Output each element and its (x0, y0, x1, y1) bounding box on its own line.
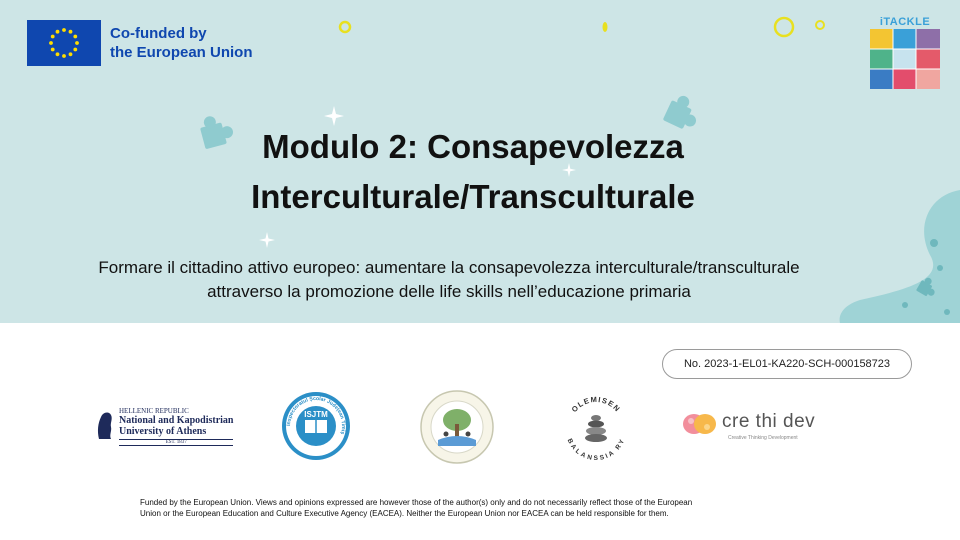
school-seal-logo (420, 390, 494, 464)
decor-dot (944, 309, 950, 315)
crethidev-logo (680, 407, 830, 447)
subtitle-line: Formare il cittadino attivo europeo: aumentare la consapevolezza interculturale/transculturale (98, 258, 800, 277)
subtitle (0, 256, 898, 304)
eu-label-line: the European Union (110, 44, 253, 61)
sparkle-icon (324, 106, 344, 126)
eu-disclaimer (140, 497, 820, 519)
isjtm-name: Inspectoratul Școlar Județean Timiș (285, 395, 347, 435)
decor-dot (930, 239, 938, 247)
uoa-logo (95, 405, 245, 455)
decor-dot (902, 302, 908, 308)
uoa-line: National and Kapodistrian (119, 415, 234, 426)
eu-label-line: Co-funded by (110, 25, 207, 42)
decor-circle (340, 22, 350, 32)
grant-number-badge: No. 2023-1-EL01-KA220-SCH-000158723 (662, 349, 912, 379)
page-title-line: Interculturale/Transculturale (251, 178, 695, 215)
isjtm-logo (281, 390, 351, 462)
olemisen-balanssia-logo (560, 390, 632, 462)
itackle-logo (870, 16, 940, 89)
puzzle-grid-icon (870, 29, 940, 89)
uoa-line: University of Athens (119, 426, 207, 437)
crethidev-tagline: Creative Thinking Development (728, 435, 798, 441)
subtitle-line: attraverso la promozione delle life skills nell’educazione primaria (207, 282, 691, 301)
page-title-line: Modulo 2: Consapevolezza (262, 128, 684, 165)
svg-text:OLEMISEN (570, 395, 623, 414)
itackle-logo-text: iTACKLE (879, 16, 931, 28)
olemisen-bottom-text: BALANSSIA RY (565, 437, 627, 462)
decor-circle (816, 21, 824, 29)
eu-cofunded-label (110, 24, 253, 62)
disclaimer-line: Funded by the European Union. Views and opinions expressed are however those of the author(s) only and do not necessarily reflect those of the European (140, 498, 693, 507)
eu-flag-logo (27, 20, 101, 66)
crethidev-name: cre thi dev (722, 411, 816, 432)
partner-logos (0, 385, 960, 475)
puzzle-piece-icon (663, 92, 704, 133)
decor-dot (937, 265, 943, 271)
disclaimer-line: Union or the European Education and Culture Executive Agency (EACEA). Neither the European Union nor EACEA can be held responsible for them. (140, 509, 669, 518)
isjtm-acronym: ISJTM (304, 410, 328, 419)
decor-circle (775, 18, 793, 36)
uoa-est-label: EST. 1837 (119, 439, 233, 446)
olemisen-top-text: OLEMISEN (569, 394, 623, 414)
brain-icon (682, 409, 718, 439)
athena-head-icon (95, 409, 115, 443)
sparkle-icon (259, 232, 275, 248)
decor-circle (603, 22, 608, 32)
uoa-line: HELLENIC REPUBLIC (119, 407, 189, 415)
